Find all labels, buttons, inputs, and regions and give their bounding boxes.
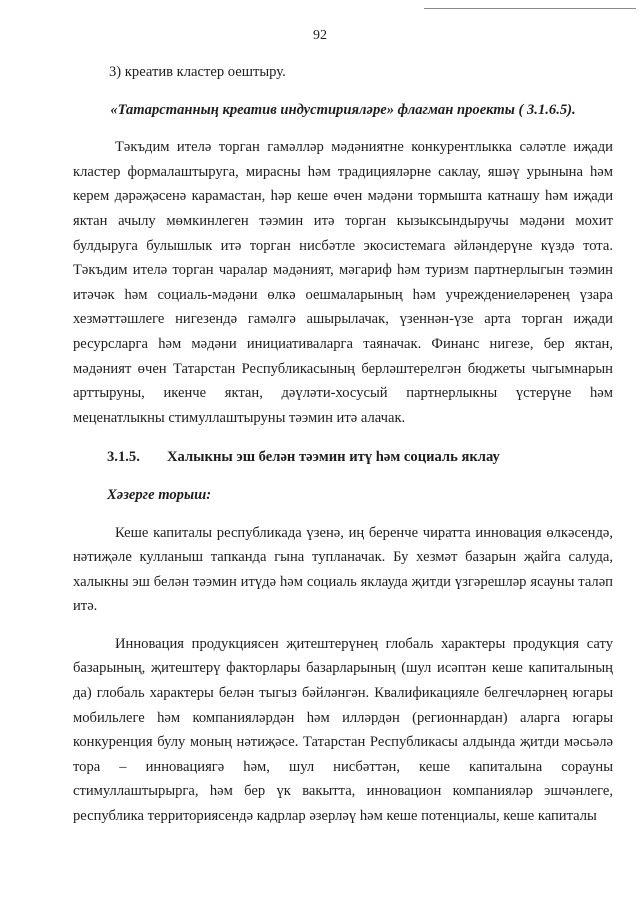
page-body (73, 60, 613, 829)
section-title: Халыкны эш белән тәэмин итү һәм социаль яклау (167, 449, 500, 466)
body-paragraph: Инновация продукциясен җитештерүнең глобаль характеры продукция сату базарының, җитештерү факторлары базарларының (шул исәптән кеше капиталының да) глобаль характеры белән тыгыз бәйләнгән. Квалификацияле белгечләрнең югары мобильлеге һәм компанияләрдән һәм илләрдән (регионнардан) аларга югары конкуренция булу моның нәтиҗәсе. Татарстан Республикасы алдында җитди мәсьәлә тора – инновациягә һәм, шул нисбәттән, кеше капиталына сорауны стимуллаштырырга, һәм бер үк вакытта, инновацион компанияләр эшчәнлеге, республика территориясендә кадрлар әзерләү һәм кеше потенциалы, кеше капиталы (73, 635, 613, 825)
section-heading (73, 445, 613, 470)
section-number: 3.1.5. (107, 449, 140, 466)
header-rule (424, 8, 636, 9)
flagship-project-heading: «Татарстанның креатив индустирияләре» флагман проекты ( 3.1.6.5). (110, 101, 576, 118)
page-number: 92 (313, 28, 327, 43)
body-paragraph: Тәкъдим ителә торган гамәлләр мәдәниятне конкурентлыкка сәләтле иҗади кластер формалаштыруга, мирасны һәм традицияләрне саклау, яшәү урынына һәм керем дәрәҗәсенә карамастан, һәр кеше өчен мәдәни тормышта катнашу һәм иҗади яктан ачылу мөмкинлеген тәэмин итә торган кызыксындыручы мәдәни мохит булдыруга булышлык итә торган нисбәтле экосистемага әйләндерүне күздә тота. Тәкъдим ителә торган чаралар мәдәният, мәгариф һәм туризм партнерлыгын тәэмин итәчәк һәм социаль-мәдәни өлкә оешмаларының һәм учреждениеләренең үзара хезмәттәшлеге нигезендә гамәлгә ашырылачак, үзеннән-үзе арта торган иҗади ресурсларга һәм мәдәни инициативаларга таяначак. Финанс нигезе, бер яктан, мәдәният өчен Татарстан Республикасының берләштерелгән бюджеты чыгымнарын арттыруны, икенче яктан, дәүләти-хосусый партнерлыкны үстерүне һәм меценатлыкны стимуллаштыруны тәэмин итә алачак. (73, 139, 613, 426)
list-item: 3) креатив кластер оештыру. (109, 64, 286, 80)
body-paragraph: Кеше капиталы республикада үзенә, иң беренче чиратта инновация өлкәсендә, нәтиҗәле кулланыш тапканда гына тупланачак. Бу хезмәт базарын җайга салуда, халыкны эш белән тәэмин итүдә һәм социаль яклауда җитди үзгәрешләр ясауны таләп итә. (73, 524, 613, 615)
subheading: Хәзерге торыш: (107, 486, 212, 503)
